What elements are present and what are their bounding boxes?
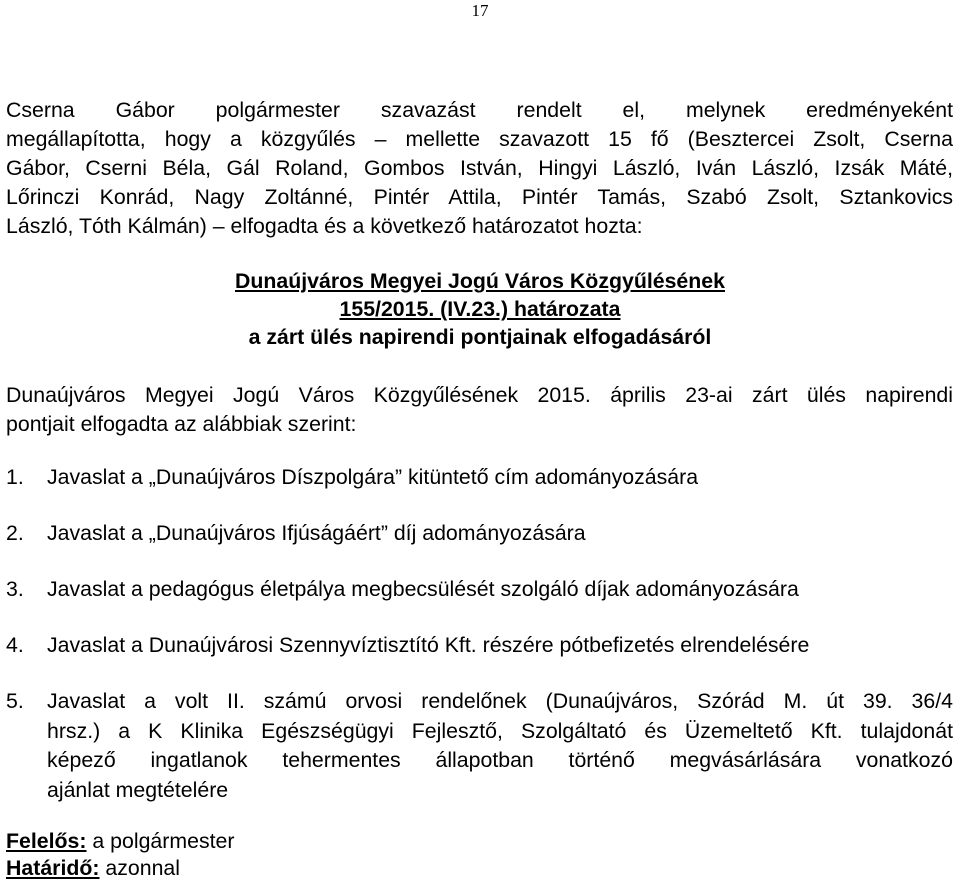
list-item (6, 575, 953, 605)
resolution-number: 155/2015. (IV.23.) határozata (339, 297, 621, 321)
list-item (6, 687, 953, 805)
list-item-text-line-1: Javaslat a volt II. számú orvosi rendelőnek (Dunaújváros, Szórád M. út 39. 36/4 (47, 689, 953, 713)
intro-line-2: megállapította, hogy a közgyűlés – mellette szavazott 15 fő (Besztercei Zsolt, Cserna (6, 127, 953, 151)
resolution-number-line (0, 295, 960, 325)
intro-line-1: Cserna Gábor polgármester szavazást rendelt el, melynek eredményeként (6, 98, 953, 122)
list-item-text: Javaslat a pedagógus életpálya megbecsülését szolgáló díjak adományozására (47, 577, 799, 601)
deadline-label: Határidő: (6, 856, 100, 880)
list-item-text: Javaslat a Dunaújvárosi Szennyvíztisztító Kft. részére pótbefizetés elrendelésére (47, 633, 810, 657)
page-number: 17 (471, 1, 489, 20)
intro-line-3: Gábor, Cserni Béla, Gál Roland, Gombos István, Hingyi László, Iván László, Izsák Máté, (6, 156, 953, 180)
list-item-text: Javaslat a „Dunaújváros Ifjúságáért” díj adományozására (47, 521, 586, 545)
list-item-text-line-3: képező ingatlanok tehermentes állapotban történő megvásárlására vonatkozó (47, 748, 953, 772)
list-item-text: Javaslat a „Dunaújváros Díszpolgára” kitüntető cím adományozására (47, 465, 699, 489)
list-item-number: 4. (6, 633, 24, 657)
resolution-title: Dunaújváros Megyei Jogú Város Közgyűlésének (235, 269, 725, 293)
list-item-text-line-4: ajánlat megtételére (47, 777, 229, 802)
list-item-number: 2. (6, 521, 24, 545)
deadline-line (6, 854, 953, 884)
list-item (6, 631, 953, 661)
list-item-text-line-2: hrsz.) a K Klinika Egészségügyi Fejlesztő, Szolgáltató és Üzemeltető Kft. tulajdonát (47, 718, 953, 743)
list-item (6, 463, 953, 493)
body-line-2: pontjait elfogadta az alábbiak szerint: (6, 412, 357, 436)
deadline-value: azonnal (99, 856, 181, 880)
list-item-number: 1. (6, 465, 24, 489)
resolution-subject: a zárt ülés napirendi pontjainak elfogadásáról (248, 325, 712, 349)
responsible-label: Felelős: (6, 829, 87, 853)
list-item-number: 5. (6, 689, 24, 713)
list-item-number: 3. (6, 577, 24, 601)
list-item (6, 519, 953, 549)
intro-line-5: László, Tóth Kálmán) – elfogadta és a következő határozatot hozta: (6, 214, 643, 238)
intro-line-4: Lőrinczi Konrád, Nagy Zoltánné, Pintér Attila, Pintér Tamás, Szabó Zsolt, Sztankovics (6, 185, 953, 209)
body-line-1: Dunaújváros Megyei Jogú Város Közgyűlésének 2015. április 23-ai zárt ülés napirendi (6, 383, 953, 407)
responsible-value: a polgármester (86, 829, 235, 853)
responsible-line (6, 827, 953, 857)
